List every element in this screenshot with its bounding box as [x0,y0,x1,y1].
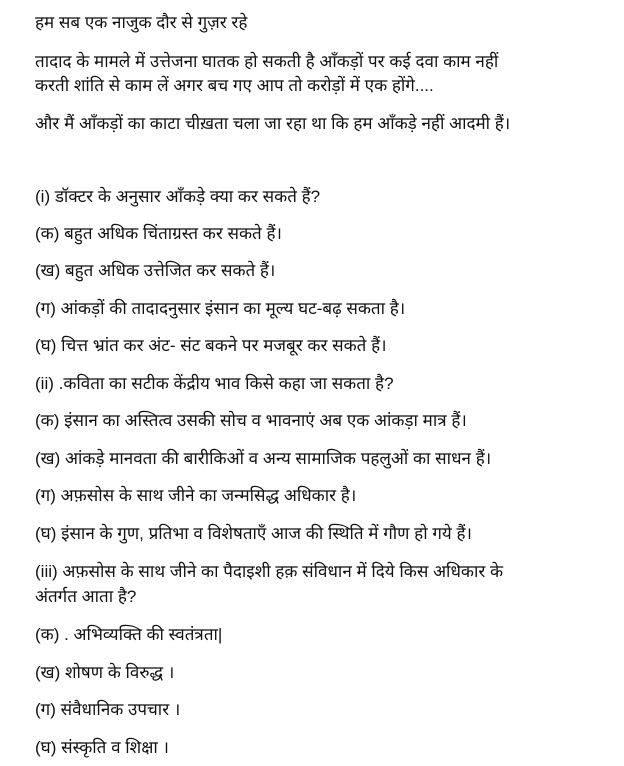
option-ga: (ग) आंकड़ों की तादादनुसार इंसान का मूल्य घट-बढ़ सकता है। [35,299,406,318]
option-kha: (ख) आंकड़े मानवता की बारीकिओं व अन्य सामाजिक पहलुओं का साधन हैं। [35,449,492,468]
question-text-line-2: अंतर्गत आता है? [35,587,137,606]
option-gha: (घ) संस्कृति व शिक्षा । [35,738,169,757]
option-ka: (क) इंसान का अस्तित्व उसकी सोच व भावनाएं अब एक आंकड़ा मात्र हैं। [35,411,467,430]
question-text: (i) डॉक्टर के अनुसार आँकड़े क्या कर सकते हैं? [35,187,321,206]
option-ka: (क) . अभिव्यक्ति की स्वतंत्रता| [35,625,223,644]
option-ka: (क) बहुत अधिक चिंताग्रस्त कर सकते हैं। [35,224,282,243]
option-gha: (घ) चित्त भ्रांत कर अंट- संट बकने पर मजबूर कर सकते हैं। [35,336,387,355]
passage-line-3: करती शांति से काम लें अगर बच गए आप तो करोड़ों में एक होंगे.... [35,76,434,95]
passage-line-1: हम सब एक नाजुक दौर से गुज़र रहे [35,13,248,32]
question-text-line-1: (iii) अफ़सोस के साथ जीने का पैदाइशी हक़ संविधान में दिये किस अधिकार के [35,562,504,581]
option-ga: (ग) अफ़सोस के साथ जीने का जन्मसिद्ध अधिकार है। [35,486,357,505]
option-gha: (घ) इंसान के गुण, प्रतिभा व विशेषताएँ आज की स्थिति में गौण हो गये हैं। [35,524,472,543]
passage-line-2: तादाद के मामले में उत्तेजना घातक हो सकती है आँकड़ों पर कई दवा काम नहीं [35,52,499,71]
option-ga: (ग) संवैधानिक उपचार । [35,700,181,719]
option-kha: (ख) शोषण के विरुद्ध । [35,663,175,682]
passage-line-4: और मैं आँकड़ों का काटा चीख़ता चला जा रहा था कि हम आँकड़े नहीं आदमी हैं। [35,114,511,133]
question-text: (ii) .कविता का सटीक केंद्रीय भाव किसे कहा जा सकता है? [35,374,394,393]
option-kha: (ख) बहुत अधिक उत्तेजित कर सकते हैं। [35,261,276,280]
